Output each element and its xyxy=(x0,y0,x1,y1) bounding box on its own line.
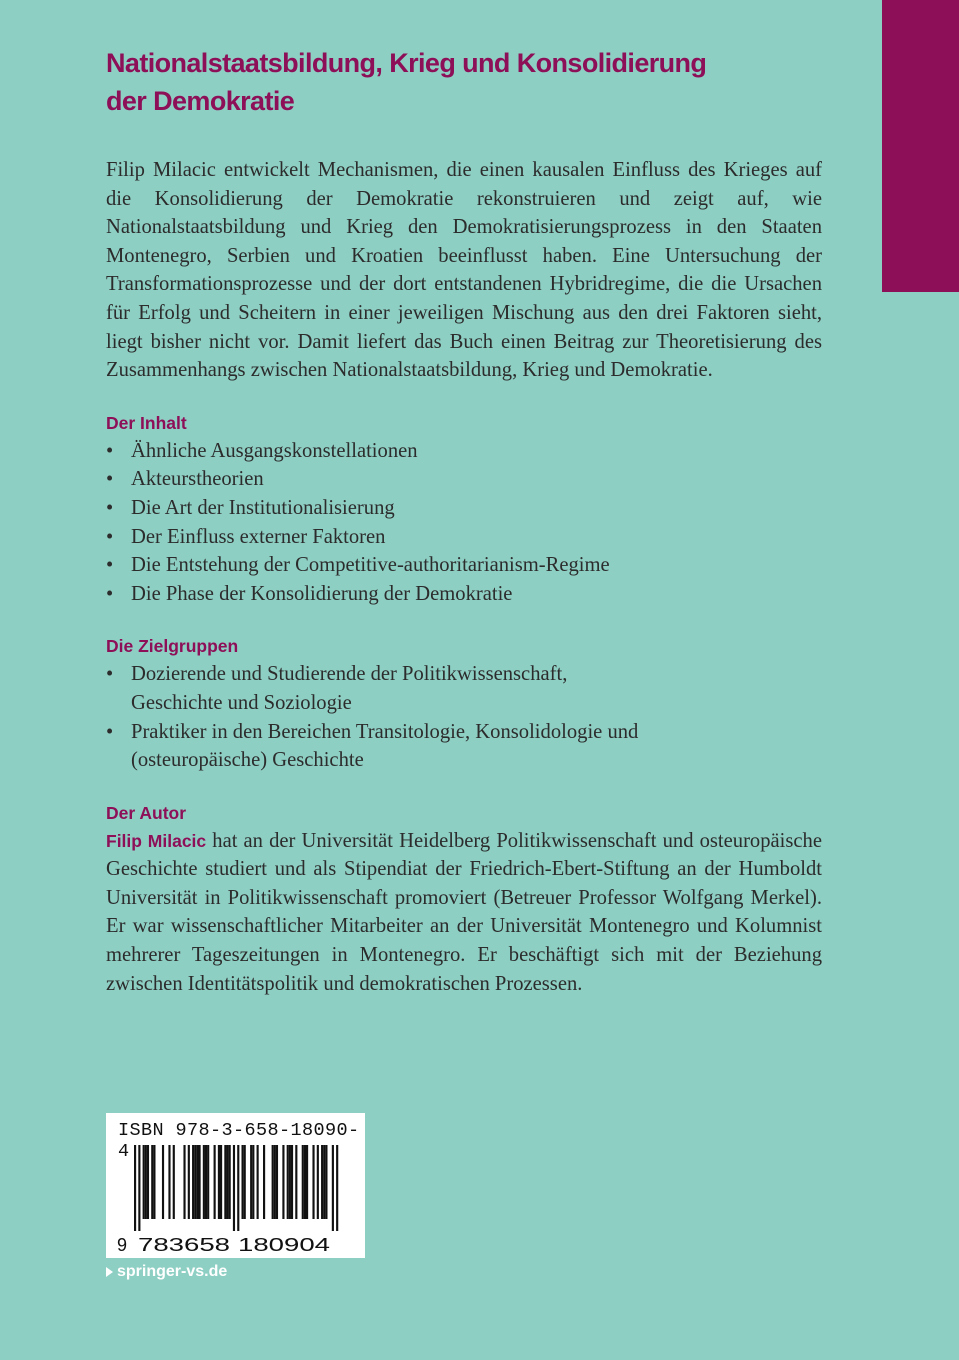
arrow-right-icon xyxy=(106,1267,113,1277)
barcode-bar xyxy=(226,1145,228,1219)
book-title xyxy=(106,44,822,120)
barcode-bar xyxy=(237,1145,239,1231)
barcode-bar xyxy=(145,1145,147,1219)
barcode-bar xyxy=(192,1145,194,1219)
intro-paragraph: Filip Milacic entwickelt Mechanismen, die einen kausalen Einfluss des Krieges auf die Konsolidierung der Demokratie rekonstruieren und zeigt auf, wie Nationalstaatsbildung und Krieg den Demokratisierungsprozess in den Staaten Montenegro, Serbien und Kroatien beeinflusst haben. Eine Untersuchung der Transformationsprozesse und der dort entstandenen Hybridregime, die die Ursachen für Erfolg und Scheitern in einer jeweiligen Mischung aus den drei Faktoren sieht, liegt bisher nicht vor. Damit liefert das Buch einen Beitrag zur Theoretisierung des Zusammenhangs zwischen Nationalstaatsbildung, Krieg und Demokratie. xyxy=(106,159,822,382)
barcode-bar xyxy=(282,1145,284,1219)
barcode-bar xyxy=(242,1145,244,1219)
barcode-left-digits: 783658 xyxy=(138,1235,230,1255)
barcode-bar xyxy=(207,1145,209,1219)
barcode-bar xyxy=(257,1145,259,1219)
website-label: springer-vs.de xyxy=(117,1263,228,1280)
list-item: • Die Entstehung der Competitive-authoritarianism-Regime xyxy=(106,551,822,580)
list-item: • Die Art der Institutionalisierung xyxy=(106,494,822,523)
barcode-bar xyxy=(321,1145,323,1219)
list-item: • Der Einfluss externer Faktoren xyxy=(106,523,822,552)
barcode-bar xyxy=(205,1145,207,1219)
barcode-bar xyxy=(214,1145,216,1219)
barcode-bar xyxy=(287,1145,289,1219)
barcode-bar xyxy=(138,1145,140,1231)
barcode-bar xyxy=(302,1145,304,1219)
author-name: Filip Milacic xyxy=(106,830,207,851)
author-heading: Der Autor xyxy=(106,802,187,823)
isbn-number: ISBN 978-3-658-18090-4 xyxy=(118,1120,360,1162)
list-item: • Dozierende und Studierende der Politikwissenschaft, Geschichte und Soziologie xyxy=(106,660,651,717)
barcode-bar xyxy=(218,1145,220,1219)
barcode-bar xyxy=(312,1145,314,1219)
barcode-graphic xyxy=(106,1113,365,1258)
barcode-bar xyxy=(168,1145,170,1219)
barcode-bar xyxy=(289,1145,291,1219)
audience-heading: Die Zielgruppen xyxy=(106,636,239,657)
barcode-bar xyxy=(263,1145,265,1219)
list-item: • Die Phase der Konsolidierung der Demokratie xyxy=(106,580,822,609)
isbn-barcode xyxy=(106,1113,365,1258)
book-title-line-2: der Demokratie xyxy=(106,86,295,116)
list-item: • Praktiker in den Bereichen Transitologie, Konsolidologie und (osteuropäische) Geschichte xyxy=(106,718,691,775)
barcode-bar xyxy=(295,1145,297,1219)
barcode-bar xyxy=(162,1145,164,1219)
barcode-bar xyxy=(203,1145,205,1219)
barcode-bar xyxy=(224,1145,226,1219)
barcode-bar xyxy=(173,1145,175,1219)
barcode-bar xyxy=(220,1145,222,1219)
barcode-bar xyxy=(274,1145,276,1219)
barcode-bar xyxy=(188,1145,190,1219)
list-item: • Ähnliche Ausgangskonstellationen xyxy=(106,437,822,466)
barcode-bar xyxy=(147,1145,149,1219)
barcode-bar xyxy=(317,1145,319,1219)
list-item: • Akteurstheorien xyxy=(106,465,822,494)
accent-bar xyxy=(882,0,959,292)
barcode-bar xyxy=(134,1145,136,1231)
barcode-bar xyxy=(272,1145,274,1219)
barcode-first-digit: 9 xyxy=(117,1235,128,1255)
barcode-bar xyxy=(244,1145,246,1219)
back-cover-content xyxy=(106,44,822,998)
barcode-bar xyxy=(250,1145,252,1219)
barcode-bar xyxy=(229,1145,231,1219)
barcode-bar xyxy=(306,1145,308,1219)
author-bio xyxy=(106,827,822,999)
publisher-website[interactable] xyxy=(106,1263,227,1281)
barcode-bar xyxy=(153,1145,155,1219)
contents-heading: Der Inhalt xyxy=(106,412,187,433)
barcode-bar xyxy=(323,1145,325,1219)
barcode-bar xyxy=(199,1145,201,1219)
barcode-bar xyxy=(332,1145,334,1231)
barcode-bar xyxy=(143,1145,145,1219)
barcode-bar xyxy=(291,1145,293,1219)
barcode-bar xyxy=(183,1145,185,1219)
barcode-bar xyxy=(336,1145,338,1231)
contents-list xyxy=(106,437,822,609)
barcode-bar xyxy=(194,1145,196,1219)
book-title-line-1: Nationalstaatsbildung, Krieg und Konsolidierung xyxy=(106,48,707,78)
barcode-right-digits: 180904 xyxy=(238,1235,330,1255)
audience-list xyxy=(106,660,822,774)
barcode-bar xyxy=(233,1145,235,1231)
barcode-bar xyxy=(276,1145,278,1219)
author-bio-text: hat an der Universität Heidelberg Politikwissenschaft und osteuropäische Geschichte studiert und als Stipendiat der Friedrich-Ebert-Stiftung an der Humboldt Universität in Politikwissenschaft promoviert (Betreuer Professor Wolfgang Merkel). Er war wissenschaftlicher Mitarbeiter an der Universität Montenegro und Kolumnist mehrerer Tageszeitungen in Montenegro. Er beschäftigt sich mit der Beziehung zwischen Identitätspolitik und demokratischen Prozessen. xyxy=(106,829,822,995)
barcode-bar xyxy=(304,1145,306,1219)
barcode-bar xyxy=(151,1145,153,1219)
barcode-bar xyxy=(325,1145,327,1219)
barcode-bar xyxy=(252,1145,254,1219)
barcode-bar xyxy=(196,1145,198,1219)
barcode-bars xyxy=(134,1145,338,1231)
